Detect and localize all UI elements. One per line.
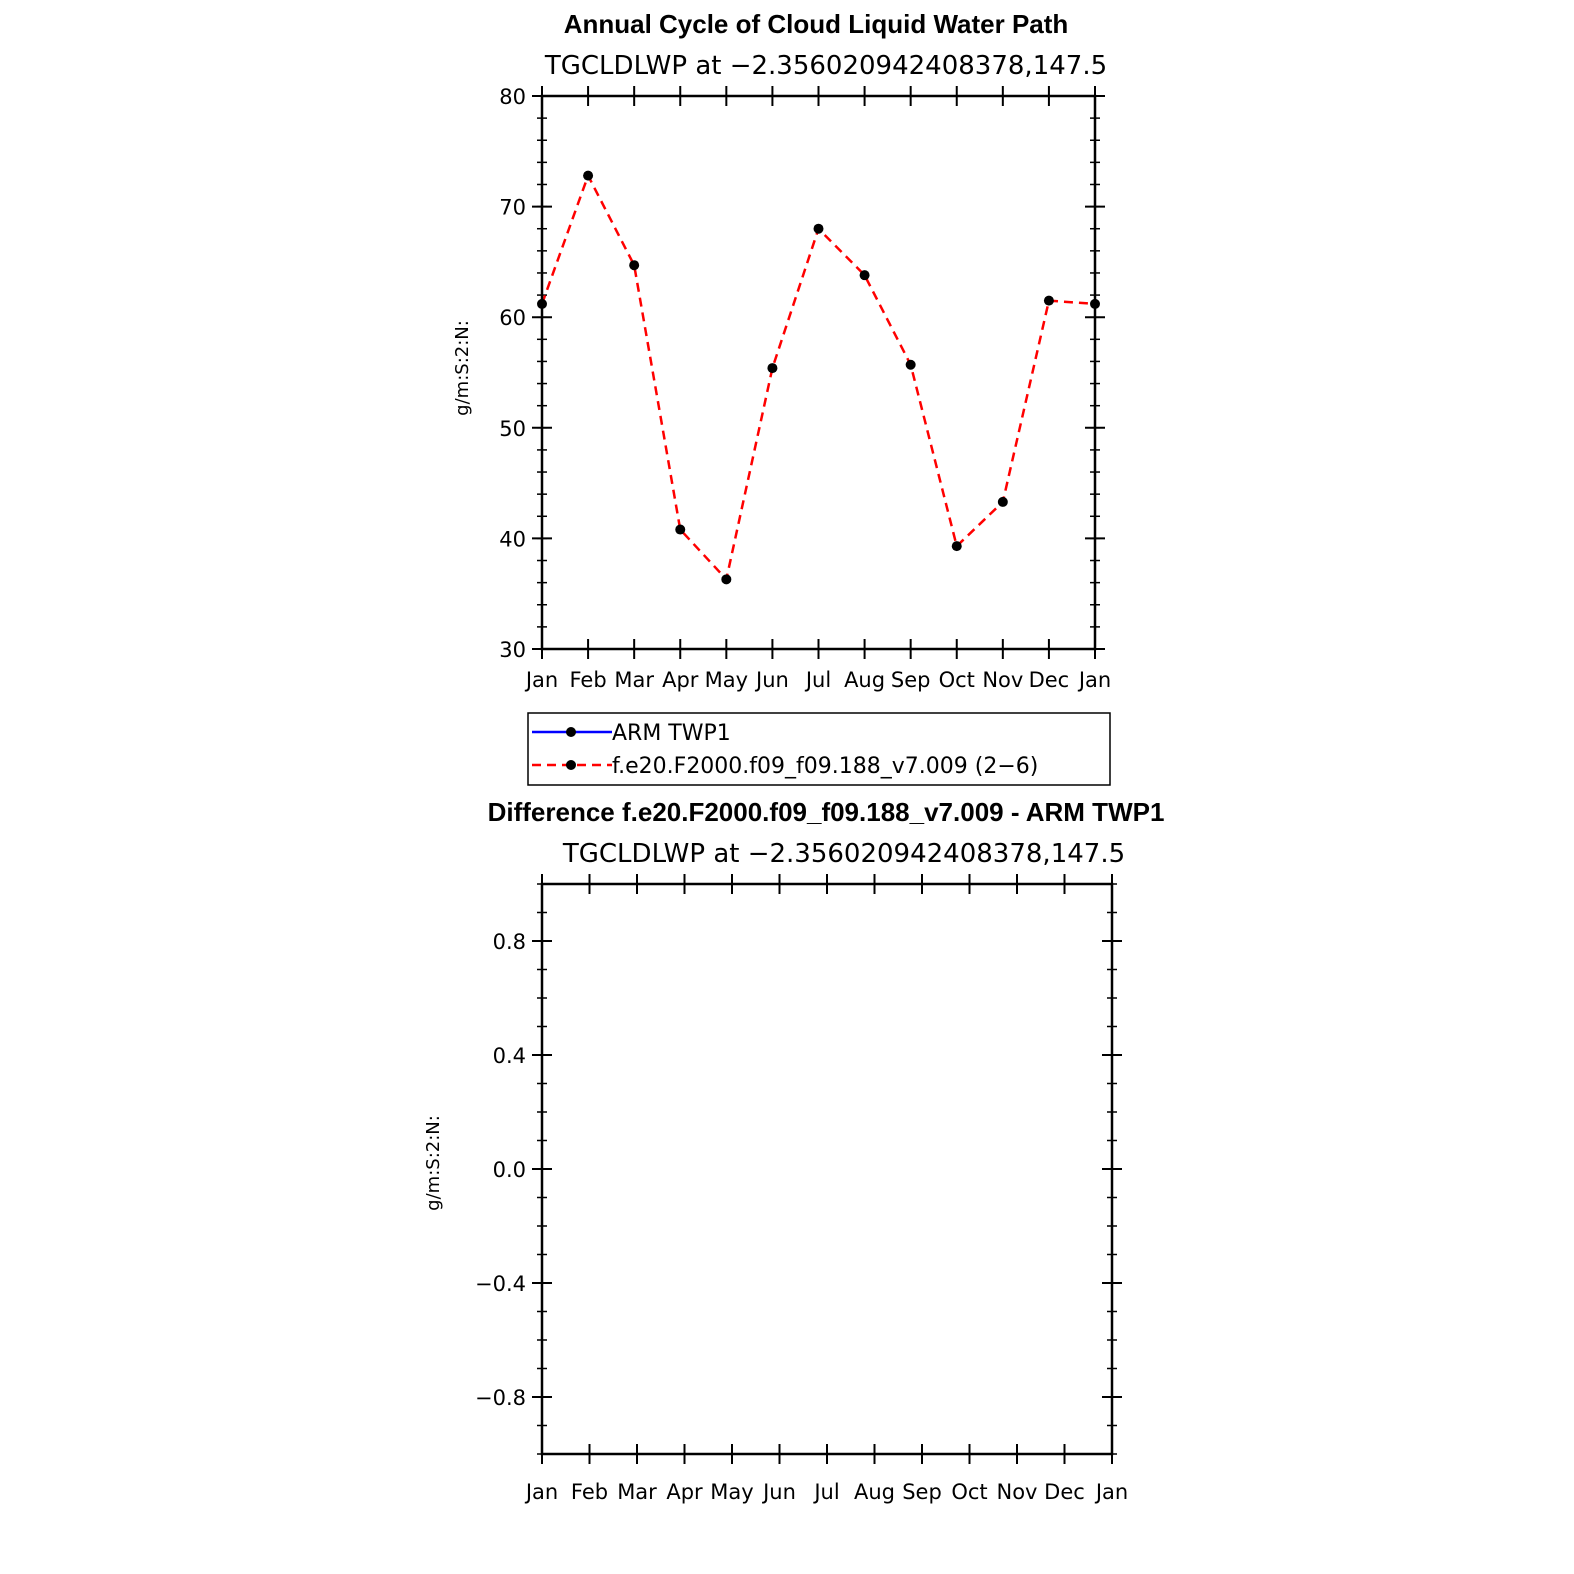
x-tick-label: Jan bbox=[1095, 1480, 1129, 1504]
x-tick-label: Aug bbox=[844, 668, 886, 692]
data-point bbox=[629, 260, 639, 270]
x-tick-label: Nov bbox=[982, 668, 1024, 692]
data-point bbox=[767, 363, 777, 373]
x-tick-label: Aug bbox=[853, 1480, 896, 1504]
data-point bbox=[721, 574, 731, 584]
legend-label-arm: ARM TWP1 bbox=[612, 721, 731, 746]
y-tick-label: 80 bbox=[499, 85, 526, 109]
data-point bbox=[583, 171, 593, 181]
chart-title: Annual Cycle of Cloud Liquid Water Path bbox=[563, 9, 1069, 39]
chart-subtitle: TGCLDLWP at −2.356020942408378,147.5 bbox=[544, 51, 1108, 81]
x-tick-label: Jan bbox=[525, 668, 559, 692]
x-tick-label: Jun bbox=[763, 1480, 796, 1504]
data-point bbox=[952, 541, 962, 551]
y-tick-label: 0.0 bbox=[492, 1158, 526, 1182]
chart-title: Difference f.e20.F2000.f09_f09.188_v7.009 - ARM TWP1 bbox=[487, 797, 1165, 827]
y-tick-label: 60 bbox=[499, 306, 526, 331]
x-tick-label: Feb bbox=[570, 1480, 609, 1504]
y-tick-label: −0.8 bbox=[475, 1386, 526, 1410]
x-tick-label: Oct bbox=[951, 1480, 988, 1504]
x-tick-label: Mar bbox=[617, 1480, 657, 1504]
y-tick-label: 30 bbox=[499, 638, 526, 662]
x-tick-label: Sep bbox=[902, 1480, 942, 1504]
x-tick-label: May bbox=[710, 1480, 754, 1504]
x-tick-label: May bbox=[704, 668, 749, 692]
y-axis-label: g/m:S:2:N: bbox=[452, 320, 473, 416]
x-tick-label: Dec bbox=[1028, 668, 1070, 692]
data-point bbox=[675, 525, 685, 535]
x-tick-label: Nov bbox=[996, 1480, 1038, 1504]
plot-frame bbox=[542, 884, 1112, 1454]
x-tick-label: Dec bbox=[1044, 1480, 1085, 1504]
x-tick-label: Oct bbox=[938, 668, 975, 692]
x-tick-label: Jan bbox=[1078, 668, 1112, 692]
y-tick-label: 40 bbox=[499, 527, 526, 552]
legend-marker-arm bbox=[566, 727, 576, 737]
legend bbox=[528, 713, 1110, 785]
x-tick-label: Apr bbox=[666, 1480, 703, 1504]
plot-frame bbox=[542, 96, 1095, 649]
chart-subtitle: TGCLDLWP at −2.356020942408378,147.5 bbox=[562, 839, 1126, 869]
y-tick-label: 0.4 bbox=[492, 1044, 526, 1068]
y-tick-label: −0.4 bbox=[475, 1272, 526, 1296]
x-tick-label: Jul bbox=[805, 668, 832, 692]
y-tick-label: 50 bbox=[499, 416, 526, 441]
x-tick-label: Jan bbox=[525, 1480, 559, 1504]
data-point bbox=[814, 224, 824, 234]
data-point bbox=[1044, 296, 1054, 306]
x-tick-label: Apr bbox=[662, 668, 699, 692]
x-tick-label: Jul bbox=[814, 1480, 840, 1504]
difference-chart bbox=[423, 797, 1164, 1504]
data-point bbox=[906, 360, 916, 370]
series-line bbox=[542, 176, 1095, 580]
x-tick-label: Feb bbox=[569, 668, 607, 692]
data-point bbox=[998, 497, 1008, 507]
x-tick-label: Mar bbox=[614, 668, 654, 692]
legend-label-model: f.e20.F2000.f09_f09.188_v7.009 (2−6) bbox=[612, 754, 1039, 779]
y-tick-label: 0.8 bbox=[492, 930, 526, 954]
annual-cycle-chart bbox=[452, 9, 1111, 785]
y-axis-label: g/m:S:2:N: bbox=[423, 1115, 444, 1211]
legend-marker-model bbox=[566, 760, 576, 770]
x-tick-label: Sep bbox=[890, 668, 931, 692]
y-tick-label: 70 bbox=[499, 195, 526, 220]
data-point bbox=[860, 270, 870, 280]
x-tick-label: Jun bbox=[756, 668, 789, 692]
